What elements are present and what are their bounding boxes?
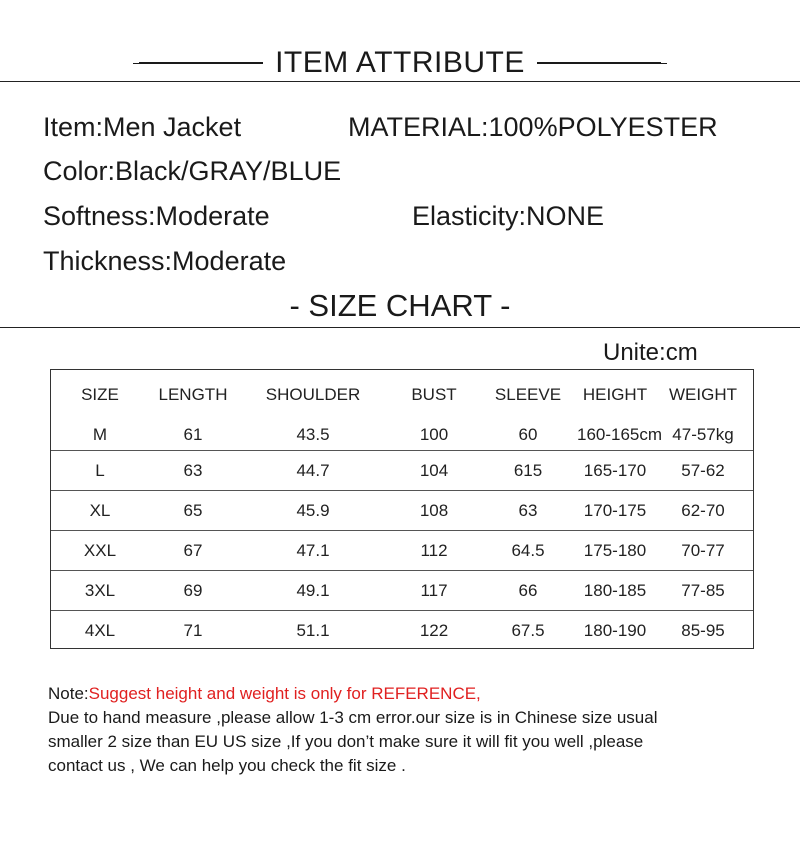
cell-length: 69 [183,580,203,600]
header-size: SIZE [81,384,119,404]
note-highlight: Suggest height and weight is only for REFERENCE, [88,684,481,703]
note-line-4: contact us , We can help you check the fit size . [48,756,406,775]
cell-bust: 108 [419,500,449,520]
cell-height: 175-180 [583,540,647,560]
cell-size: XL [89,500,111,520]
section-divider-top [0,81,800,82]
cell-sleeve: 615 [513,460,543,480]
cell-length: 61 [183,424,203,444]
size-note [48,682,768,778]
cell-sleeve: 67.5 [511,620,545,640]
cell-length: 63 [183,460,203,480]
cell-weight: 47-57kg [672,424,734,444]
cell-height: 160-165cm [577,424,663,444]
cell-size: 4XL [84,620,116,640]
item-attribute-title-text: ITEM ATTRIBUTE [275,46,525,80]
cell-sleeve: 60 [518,424,538,444]
attr-elasticity: Elasticity:NONE [412,201,605,231]
header-shoulder: SHOULDER [265,384,361,404]
cell-sleeve: 64.5 [511,540,545,560]
cell-weight: 62-70 [681,500,725,520]
cell-shoulder: 51.1 [296,620,330,640]
cell-bust: 122 [419,620,449,640]
cell-bust: 112 [420,540,448,560]
note-line-1 [48,682,768,706]
size-table [50,369,754,649]
header-weight: WEIGHT [669,384,737,404]
section-divider-size-chart [0,327,800,328]
cell-shoulder: 49.1 [296,580,330,600]
cell-bust: 104 [419,460,449,480]
note-line-3: smaller 2 size than EU US size ,If you don’t make sure it will fit you well ,please [48,732,644,751]
table-row [51,610,753,650]
item-attribute-title [0,40,800,84]
note-label: Note: [48,684,89,703]
cell-shoulder: 43.5 [296,424,330,444]
cell-size: M [92,424,108,444]
cell-shoulder: 44.7 [296,460,330,480]
size-unit-label: Unite:cm [603,339,698,366]
table-header-row [51,375,753,414]
cell-bust: 100 [419,424,449,444]
cell-length: 71 [183,620,203,640]
cell-height: 180-190 [583,620,647,640]
title-right-line [537,62,661,64]
size-chart-title: - SIZE CHART - [289,288,511,323]
cell-size: L [95,460,105,480]
title-right-tick [661,63,667,64]
attr-material: MATERIAL:100%POLYESTER [348,112,718,142]
cell-height: 170-175 [583,500,647,520]
cell-height: 165-170 [583,460,647,480]
attr-thickness: Thickness:Moderate [43,246,287,276]
cell-bust: 117 [420,580,448,600]
header-length: LENGTH [158,384,228,404]
cell-shoulder: 47.1 [296,540,330,560]
header-sleeve: SLEEVE [494,384,562,404]
header-bust: BUST [411,384,457,404]
cell-weight: 77-85 [681,580,725,600]
cell-weight: 57-62 [681,460,725,480]
header-height: HEIGHT [582,384,648,404]
table-row [51,490,753,530]
cell-size: 3XL [84,580,116,600]
cell-length: 65 [183,500,203,520]
cell-sleeve: 66 [518,580,538,600]
cell-weight: 70-77 [681,540,725,560]
title-left-line [139,62,263,64]
cell-shoulder: 45.9 [296,500,330,520]
table-row [51,530,753,570]
attr-item: Item:Men Jacket [43,112,242,142]
attr-color: Color:Black/GRAY/BLUE [43,156,342,186]
cell-weight: 85-95 [681,620,725,640]
table-row [51,415,753,454]
cell-size: XXL [83,540,117,560]
cell-height: 180-185 [583,580,647,600]
cell-length: 67 [183,540,203,560]
note-line-2: Due to hand measure ,please allow 1-3 cm error.our size is in Chinese size usual [48,708,658,727]
table-row [51,450,753,490]
cell-sleeve: 63 [518,500,538,520]
attr-softness: Softness:Moderate [43,201,270,231]
table-row [51,570,753,610]
